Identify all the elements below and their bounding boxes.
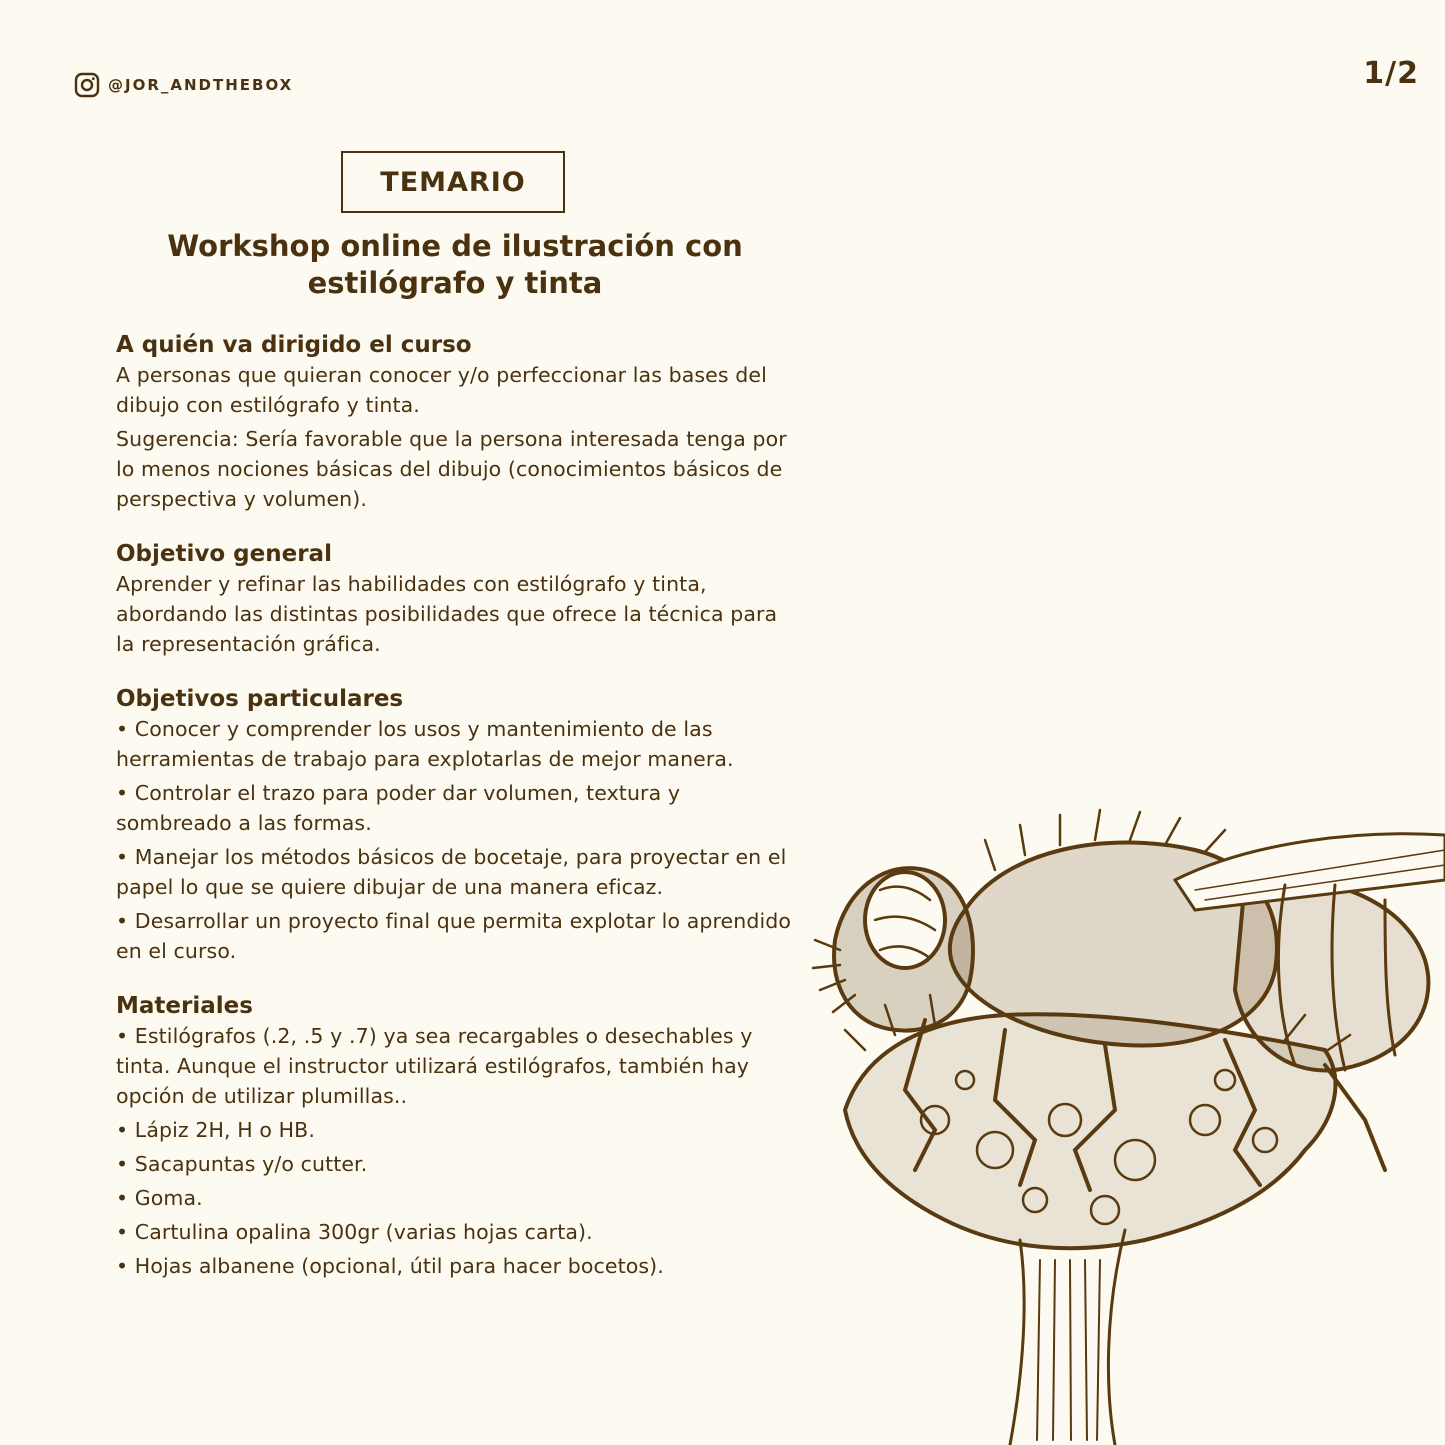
stem	[1010, 1230, 1125, 1445]
paragraph: A personas que quieran conocer y/o perfeccionar las bases del dibujo con estilógrafo y tinta.	[116, 363, 767, 417]
list-item: • Goma.	[116, 1186, 203, 1210]
list-item: • Desarrollar un proyecto final que permita explotar lo aprendido en el curso.	[116, 909, 792, 963]
page-title: Workshop online de ilustración con estilógrafo y tinta	[167, 229, 743, 300]
instagram-handle[interactable]	[74, 72, 293, 98]
handle-text: @JOR_ANDTHEBOX	[108, 76, 294, 94]
paragraph: Aprender y refinar las habilidades con estilógrafo y tinta, abordando las distintas posibilidades que ofrece la técnica para la representación gráfica.	[116, 572, 778, 656]
list-item: • Lápiz 2H, H o HB.	[116, 1118, 315, 1142]
section-audience	[116, 330, 796, 514]
list-item: • Conocer y comprender los usos y mantenimiento de las herramientas de trabajo para explotarlas de mejor manera.	[116, 717, 734, 771]
list-item: • Controlar el trazo para poder dar volumen, textura y sombreado a las formas.	[116, 781, 681, 835]
section-heading: Materiales	[116, 993, 253, 1019]
section-heading: Objetivo general	[116, 541, 332, 567]
section-materials	[116, 991, 796, 1281]
section-general-objective	[116, 539, 796, 659]
section-heading: Objetivos particulares	[116, 686, 404, 712]
instagram-icon	[74, 72, 100, 98]
list-item: • Sacapuntas y/o cutter.	[116, 1152, 368, 1176]
temario-badge	[341, 151, 565, 213]
list-item: • Estilógrafos (.2, .5 y .7) ya sea recargables o desechables y tinta. Aunque el instructor utilizará estilógrafos, también hay opción de utilizar plumillas..	[116, 1024, 753, 1108]
fly-illustration	[805, 790, 1445, 1445]
list-item: • Manejar los métodos básicos de bocetaje, para proyectar en el papel lo que se quiere dibujar de una manera eficaz.	[116, 845, 787, 899]
list-item: • Hojas albanene (opcional, útil para hacer bocetos).	[116, 1254, 664, 1278]
syllabus-content	[116, 330, 796, 1306]
page-number: 1/2	[1363, 56, 1419, 91]
section-heading: A quién va dirigido el curso	[116, 332, 472, 358]
paragraph: Sugerencia: Sería favorable que la persona interesada tenga por lo menos nociones básicas del dibujo (conocimientos básicos de perspectiva y volumen).	[116, 427, 787, 511]
section-particular-objectives	[116, 684, 796, 966]
temario-label: TEMARIO	[380, 166, 526, 198]
list-item: • Cartulina opalina 300gr (varias hojas carta).	[116, 1220, 593, 1244]
